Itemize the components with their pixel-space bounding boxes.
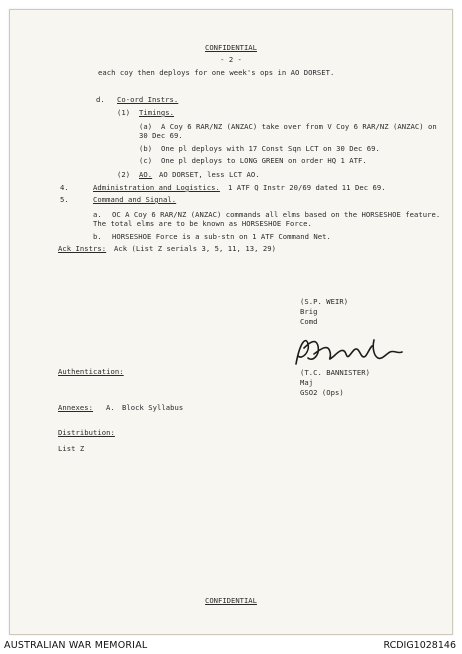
- handwritten-signature: [288, 334, 408, 370]
- timing-b-label: (b): [139, 144, 153, 153]
- authentication-label: Authentication:: [58, 367, 124, 376]
- timing-a-text-cont: 30 Dec 69.: [139, 131, 183, 140]
- archive-name: AUSTRALIAN WAR MEMORIAL: [4, 640, 148, 651]
- intro-text: each coy then deploys for one week's ops in AO DORSET.: [98, 68, 335, 77]
- para5-a-text: OC A Coy 6 RAR/NZ (ANZAC) commands all elms based on the HORSESHOE feature.: [112, 210, 441, 219]
- ack-label: Ack Instrs:: [58, 244, 107, 253]
- annex-a-label: A.: [106, 403, 115, 412]
- timing-a-label: (a): [139, 122, 153, 131]
- section-d-label: d.: [96, 95, 105, 104]
- para4-text: 1 ATF Q Instr 20/69 dated 11 Dec 69.: [228, 183, 386, 192]
- para4-number: 4.: [60, 183, 69, 192]
- ack-text: Ack (List Z serials 3, 5, 11, 13, 29): [114, 244, 276, 253]
- classification-header: CONFIDENTIAL: [205, 43, 257, 52]
- signer1-name: (S.P. WEIR): [300, 297, 349, 306]
- para4-title: Administration and Logistics.: [93, 183, 220, 192]
- timing-c-text: One pl deploys to LONG GREEN on order HQ 1 ATF.: [161, 156, 367, 165]
- timing-c-label: (c): [139, 156, 153, 165]
- distribution-text: List Z: [58, 444, 85, 453]
- classification-footer: CONFIDENTIAL: [205, 596, 257, 605]
- timing-b-text: One pl deploys with 17 Const Sqn LCT on 30 Dec 69.: [161, 144, 380, 153]
- document-page: [9, 9, 453, 635]
- page-number: - 2 -: [220, 55, 242, 64]
- signer2-role: GSO2 (Ops): [300, 388, 344, 397]
- para5-b-label: b.: [93, 232, 102, 241]
- signer2-rank: Maj: [300, 378, 314, 387]
- signer2-name: (T.C. BANNISTER): [300, 368, 371, 377]
- item1-label: (1): [117, 108, 131, 117]
- para5-a-label: a.: [93, 210, 102, 219]
- annex-a-text: Block Syllabus: [122, 403, 184, 412]
- item2-text: AO DORSET, less LCT AO.: [159, 170, 260, 179]
- signer1-rank: Brig: [300, 307, 318, 316]
- para5-title: Command and Signal.: [93, 195, 177, 204]
- archive-reference: RCDIG1028146: [383, 640, 456, 651]
- archive-footer: [0, 636, 462, 654]
- timing-a-text: A Coy 6 RAR/NZ (ANZAC) take over from V Coy 6 RAR/NZ (ANZAC) on: [161, 122, 437, 131]
- item2-label: (2): [117, 170, 131, 179]
- signer1-role: Comd: [300, 317, 318, 326]
- annexes-label: Annexes:: [58, 403, 94, 412]
- para5-number: 5.: [60, 195, 69, 204]
- section-d-title: Co-ord Instrs.: [117, 95, 179, 104]
- para5-a-text-cont: The total elms are to be known as HORSESHOE Force.: [93, 219, 312, 228]
- para5-b-text: HORSESHOE Force is a sub-stn on 1 ATF Command Net.: [112, 232, 331, 241]
- distribution-label: Distribution:: [58, 428, 115, 437]
- item1-title: Timings.: [139, 108, 175, 117]
- item2-title: AO.: [139, 170, 153, 179]
